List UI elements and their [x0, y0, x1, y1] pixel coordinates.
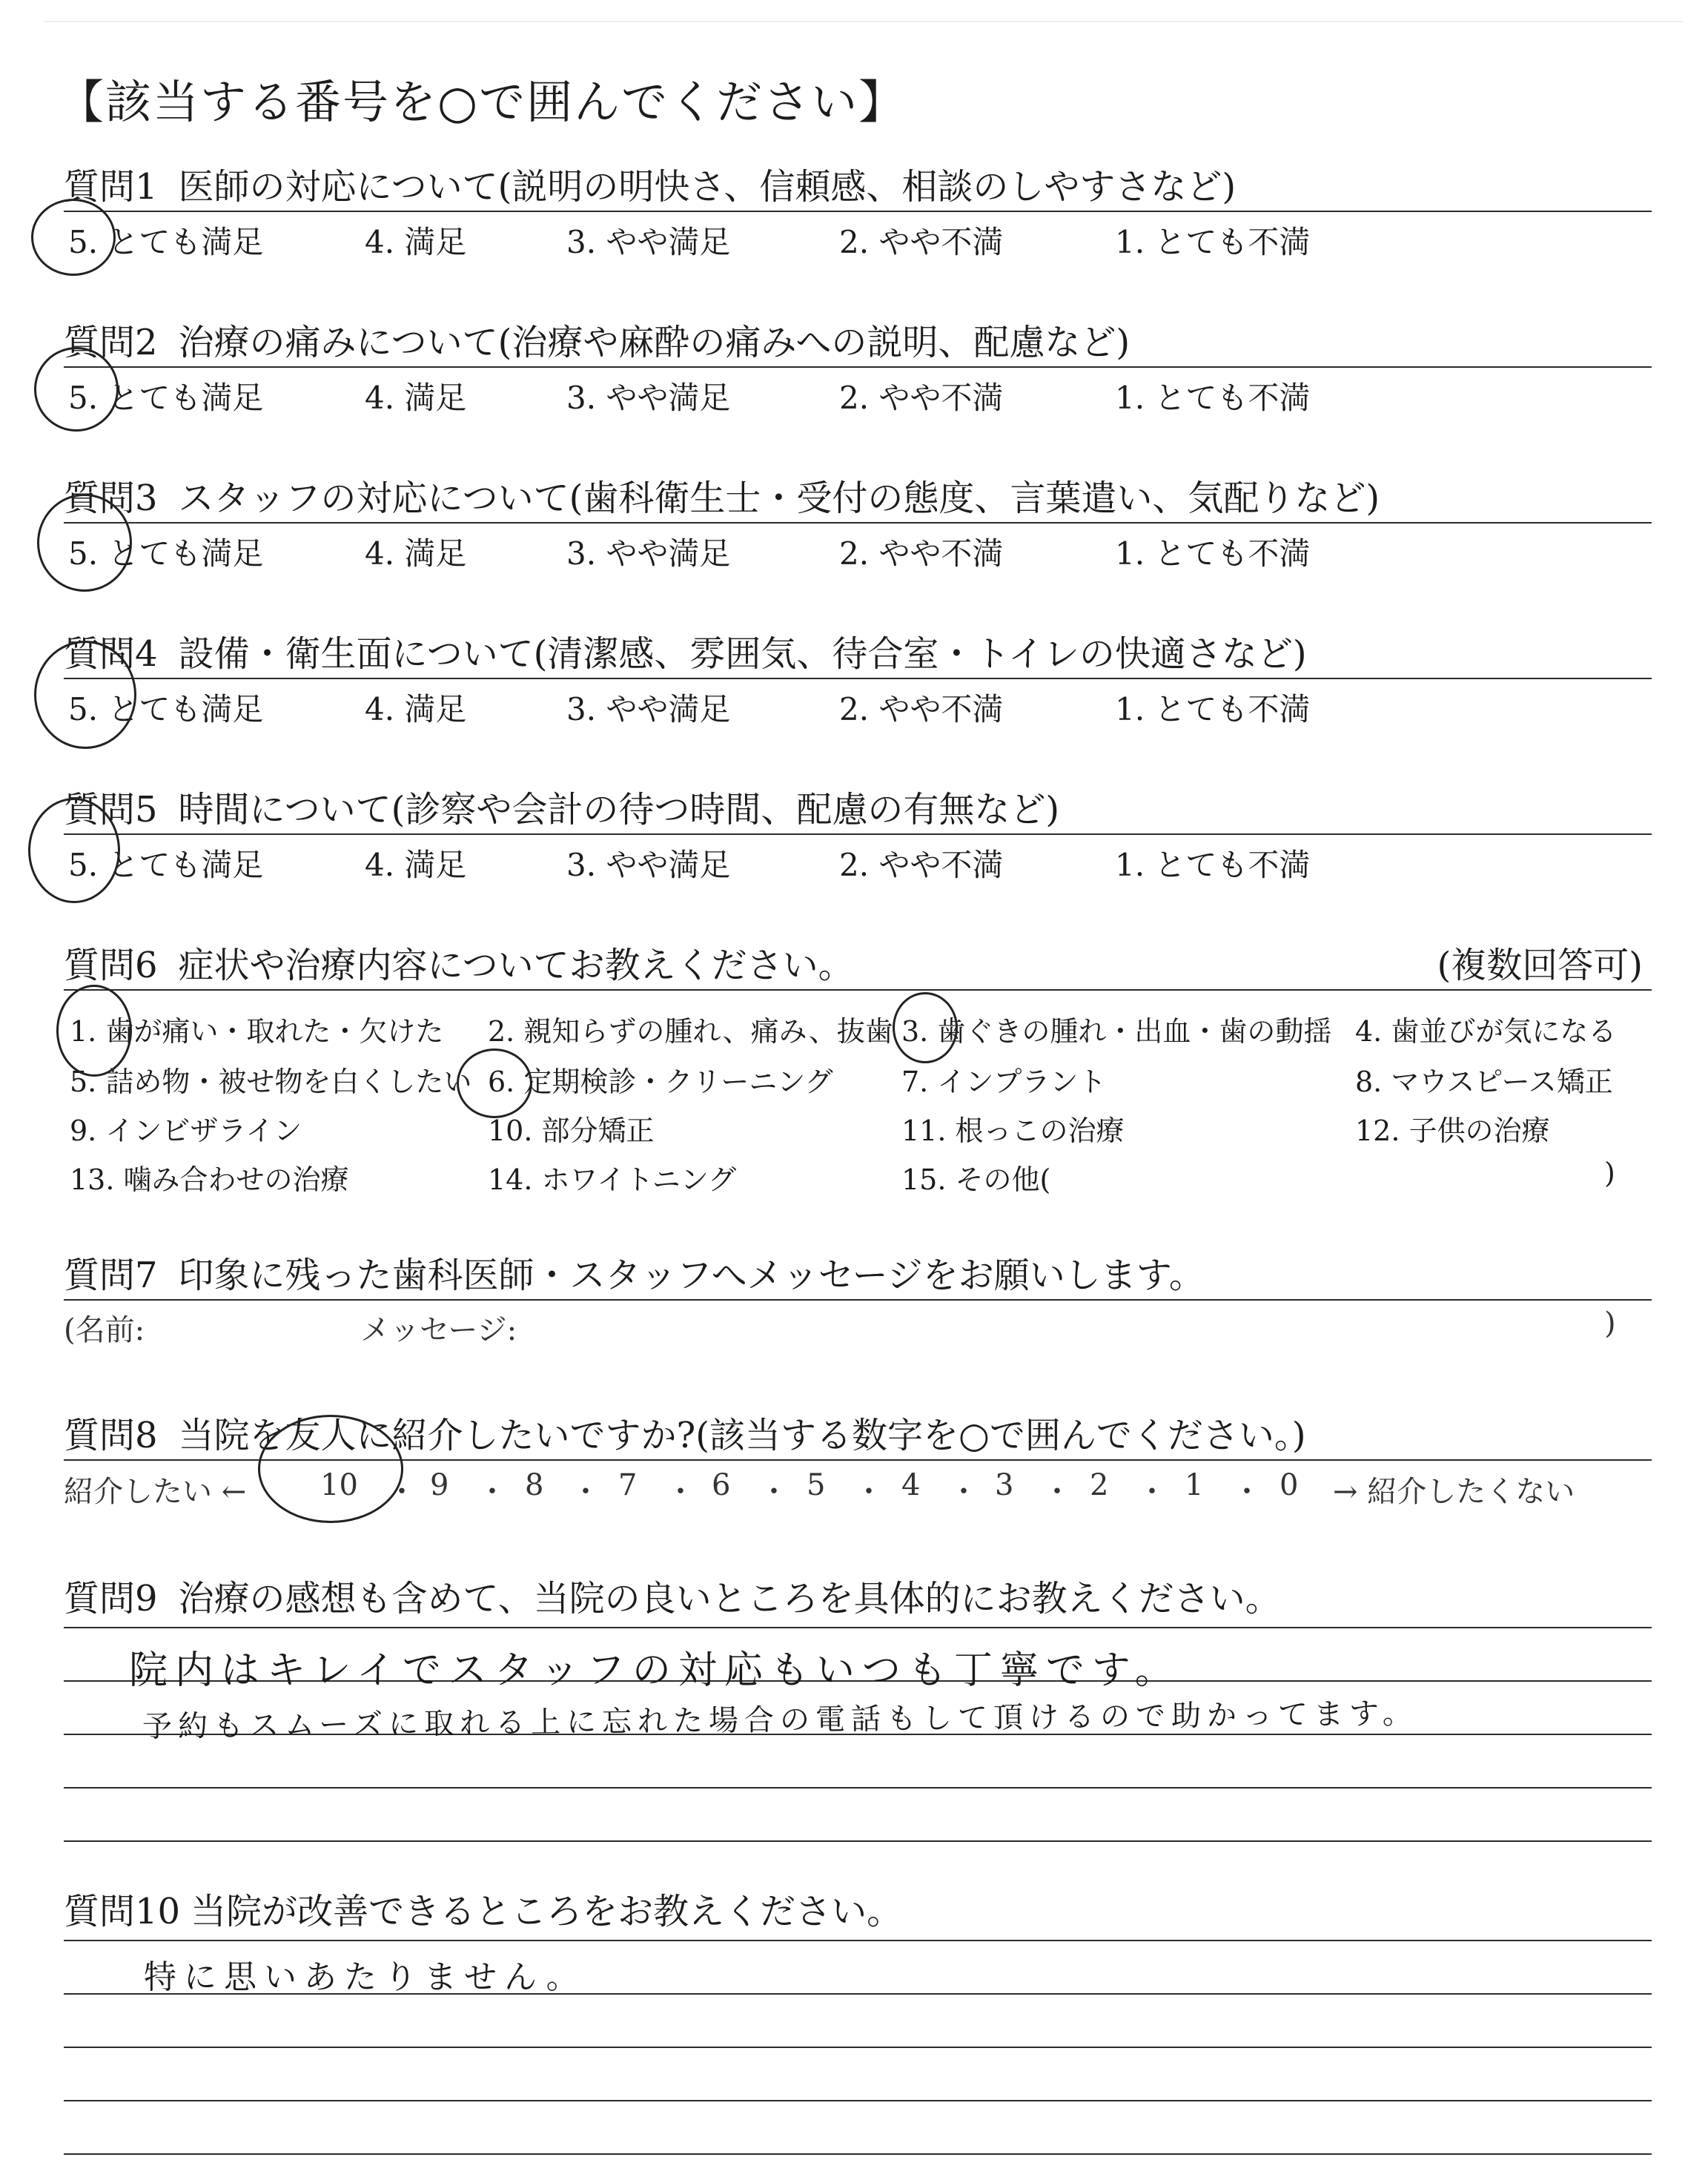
handwritten-answer-line1: 院内はキレイでスタッフの対応もいつも丁寧です。 [129, 1648, 1181, 1693]
option-6[interactable]: 6. 定期検診・クリーニング [488, 1066, 833, 1098]
handwritten-answer-line2: 予約もスムーズに取れる上に忘れた場合の電話もして頂けるので助かってます。 [142, 1696, 1419, 1745]
option-4[interactable]: 4. 満足 [365, 535, 467, 572]
question-4 [64, 632, 1635, 727]
option-1[interactable]: 1. とても不満 [1115, 224, 1311, 260]
question-number: 質問3 [64, 478, 158, 519]
scale-8[interactable]: 8 [525, 1468, 544, 1502]
question-header [64, 165, 1635, 211]
answer-line [64, 1940, 1652, 1941]
option-5[interactable]: 5. とても満足 [68, 224, 264, 260]
option-15[interactable]: 15. その他( [901, 1163, 1051, 1196]
option-5[interactable]: 5. とても満足 [68, 535, 264, 572]
option-9[interactable]: 9. インビザライン [70, 1114, 302, 1147]
option-11[interactable]: 11. 根っこの治療 [901, 1114, 1125, 1147]
rating-options [64, 368, 1635, 415]
scale-9[interactable]: 9 [430, 1468, 449, 1502]
option-5[interactable]: 5. とても満足 [68, 380, 264, 416]
question-header [64, 1889, 1635, 1935]
multiple-answers-note: (複数回答可) [1437, 945, 1643, 986]
top-edge-line [44, 21, 1683, 22]
question-number: 質問8 [64, 1415, 158, 1456]
option-4[interactable]: 4. 満足 [365, 380, 467, 416]
rating-options [64, 679, 1635, 727]
message-close-paren: ) [1604, 1307, 1616, 1341]
question-number: 質問9 [64, 1578, 158, 1619]
scale-2[interactable]: 2 [1090, 1468, 1109, 1502]
answer-line [64, 1840, 1652, 1842]
selection-circle-6 [457, 1048, 532, 1118]
selection-circle [34, 641, 136, 749]
question-number: 質問2 [64, 322, 158, 363]
scale-dot: ・ [1042, 1475, 1072, 1509]
option-3[interactable]: 3. やや満足 [566, 224, 731, 260]
question-header [64, 1253, 1635, 1299]
option-4[interactable]: 4. 満足 [365, 847, 467, 883]
message-label: メッセージ: [360, 1313, 517, 1347]
option-3[interactable]: 3. やや満足 [566, 380, 731, 416]
question-header [64, 320, 1635, 366]
handwritten-answer-line1: 特に思いあたりません。 [144, 1958, 586, 1996]
question-header [64, 943, 1643, 989]
scale-dot: ・ [571, 1475, 600, 1509]
question-10 [64, 1889, 1635, 2155]
question-5 [64, 787, 1635, 882]
scale-0[interactable]: 0 [1280, 1468, 1299, 1502]
selection-circle [31, 199, 116, 276]
option-7[interactable]: 7. インプラント [901, 1066, 1107, 1098]
selection-circle-1 [56, 985, 132, 1077]
option-3[interactable]: 3. やや満足 [566, 847, 731, 883]
selection-circle [258, 1415, 403, 1523]
option-8[interactable]: 8. マウスピース矯正 [1355, 1066, 1613, 1098]
scale-dot: ・ [387, 1475, 417, 1509]
question-6 [64, 943, 1643, 1198]
selection-circle [37, 494, 132, 592]
question-text: 時間について(診察や会計の待つ時間、配慮の有無など) [178, 789, 1060, 830]
option-4[interactable]: 4. 満足 [365, 691, 467, 727]
option-3[interactable]: 3. やや満足 [566, 691, 731, 727]
question-1 [64, 165, 1635, 260]
question-header [64, 787, 1635, 833]
option-2[interactable]: 2. やや不満 [839, 847, 1004, 883]
option-14[interactable]: 14. ホワイトニング [488, 1163, 737, 1196]
question-number: 質問7 [64, 1255, 158, 1296]
question-text: 医師の対応について(説明の明快さ、信頼感、相談のしやすさなど) [178, 166, 1237, 208]
scale-dot: ・ [854, 1475, 884, 1509]
option-1[interactable]: 1. とても不満 [1115, 535, 1311, 572]
question-text: 症状や治療内容についてお教えください。 [178, 945, 854, 986]
scale-7[interactable]: 7 [618, 1468, 638, 1502]
option-1[interactable]: 1. 歯が痛い・取れた・欠けた [70, 1015, 444, 1048]
page-title: 【該当する番号を○で囲んでください】 [58, 75, 907, 129]
question-number: 質問10 [64, 1891, 181, 1932]
question-9 [64, 1576, 1635, 1842]
option-5[interactable]: 5. 詰め物・被せ物を白くしたい [70, 1066, 472, 1098]
name-label: (名前: [64, 1313, 145, 1347]
question-number: 質問5 [64, 789, 158, 830]
option-3[interactable]: 3. やや満足 [566, 535, 731, 572]
option-5[interactable]: 5. とても満足 [68, 847, 264, 883]
scale-10[interactable]: 10 [320, 1468, 358, 1502]
question-text: 設備・衛生面について(清潔感、雰囲気、待合室・トイレの快適さなど) [178, 633, 1307, 675]
option-3[interactable]: 3. 歯ぐきの腫れ・出血・歯の動揺 [901, 1015, 1332, 1048]
question-text: 印象に残った歯科医師・スタッフへメッセージをお願いします。 [178, 1255, 1205, 1296]
question-number: 質問1 [64, 166, 158, 208]
scale-left-label: 紹介したい ← [64, 1475, 247, 1509]
question-header [64, 1576, 1635, 1622]
option-4[interactable]: 4. 満足 [365, 224, 467, 260]
rating-options [64, 835, 1635, 882]
option-1[interactable]: 1. とても不満 [1115, 691, 1311, 727]
option-1[interactable]: 1. とても不満 [1115, 847, 1311, 883]
question-header [64, 476, 1635, 522]
scale-dot: ・ [949, 1475, 979, 1509]
treatment-options [64, 991, 1635, 1198]
option-2[interactable]: 2. やや不満 [839, 535, 1004, 572]
scale-1[interactable]: 1 [1185, 1468, 1204, 1502]
selection-circle [28, 798, 120, 903]
selection-circle-3 [893, 992, 958, 1063]
scale-dot: ・ [1137, 1475, 1167, 1509]
question-8 [64, 1413, 1635, 1513]
question-number: 質問6 [64, 945, 158, 986]
scale-right-label: → 紹介したくない [1333, 1475, 1575, 1509]
scale-dot: ・ [1232, 1475, 1262, 1509]
question-number: 質問4 [64, 633, 158, 675]
question-text: 当院が改善できるところをお教えください。 [191, 1891, 903, 1932]
question-3 [64, 476, 1635, 571]
answer-line [64, 1787, 1652, 1789]
answer-line [64, 2153, 1652, 2155]
question-7 [64, 1253, 1635, 1348]
rating-options [64, 524, 1635, 571]
scale-5[interactable]: 5 [807, 1468, 826, 1502]
scale-dot: ・ [759, 1475, 789, 1509]
question-text: 治療の痛みについて(治療や麻酔の痛みへの説明、配慮など) [178, 322, 1131, 363]
option-1[interactable]: 1. とても不満 [1115, 380, 1311, 416]
answer-line [64, 2047, 1652, 2048]
question-2 [64, 320, 1635, 415]
message-row [64, 1301, 1635, 1348]
selection-circle [34, 347, 119, 432]
rating-options [64, 212, 1635, 260]
option-13[interactable]: 13. 噛み合わせの治療 [70, 1163, 349, 1196]
other-close-paren: ) [1604, 1157, 1615, 1189]
scale-dot: ・ [666, 1475, 695, 1509]
option-2[interactable]: 2. やや不満 [839, 691, 1004, 727]
option-4[interactable]: 4. 歯並びが気になる [1355, 1015, 1617, 1048]
option-2[interactable]: 2. 親知らずの腫れ、痛み、抜歯 [488, 1015, 893, 1048]
answer-line [64, 2100, 1652, 2101]
recommend-scale [64, 1461, 1635, 1513]
option-2[interactable]: 2. やや不満 [839, 224, 1004, 260]
scale-3[interactable]: 3 [995, 1468, 1014, 1502]
question-text: 当院を友人に紹介したいですか?(該当する数字を○で囲んでください。) [178, 1415, 1306, 1456]
option-2[interactable]: 2. やや不満 [839, 380, 1004, 416]
question-text: 治療の感想も含めて、当院の良いところを具体的にお教えください。 [178, 1578, 1281, 1619]
option-12[interactable]: 12. 子供の治療 [1355, 1114, 1550, 1147]
option-5[interactable]: 5. とても満足 [68, 691, 264, 727]
scale-6[interactable]: 6 [712, 1468, 731, 1502]
question-text: スタッフの対応について(歯科衛生士・受付の態度、言葉遣い、気配りなど) [178, 478, 1380, 519]
option-10[interactable]: 10. 部分矯正 [488, 1114, 655, 1147]
question-header [64, 632, 1635, 678]
answer-line [64, 1627, 1652, 1628]
scale-dot: ・ [477, 1475, 507, 1509]
scale-4[interactable]: 4 [901, 1468, 921, 1502]
